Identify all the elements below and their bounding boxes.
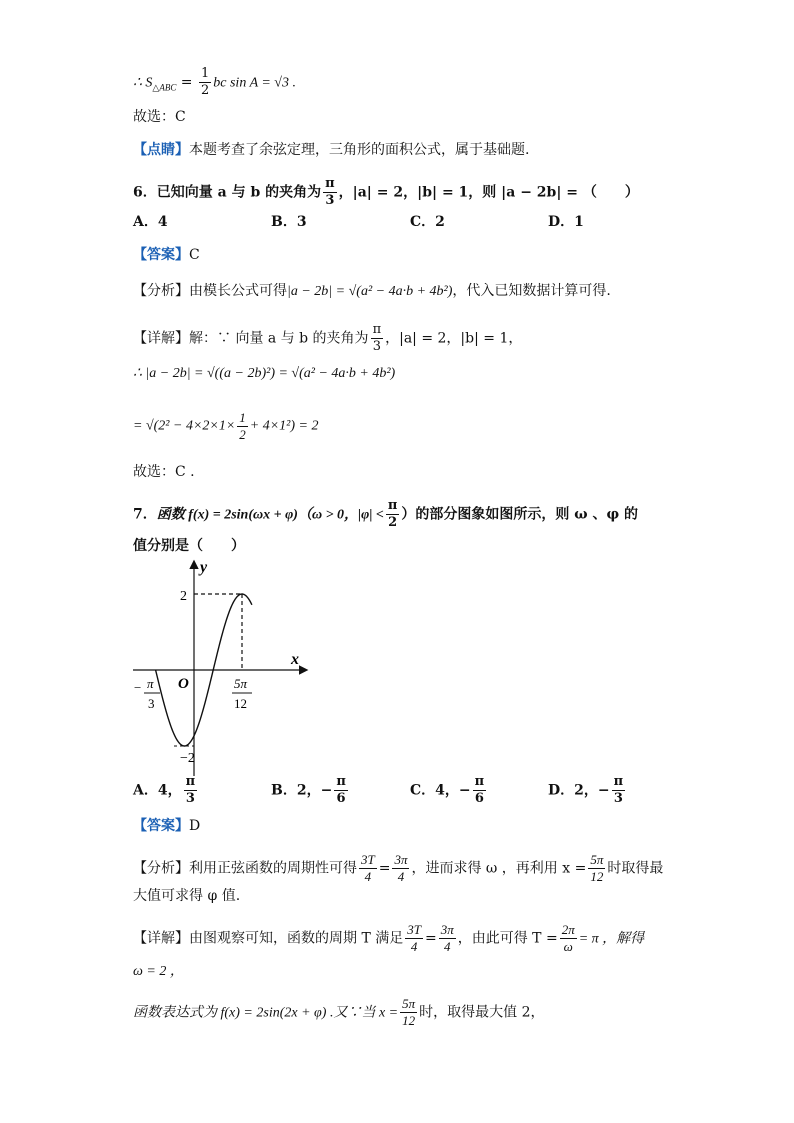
comment-line bbox=[133, 140, 529, 160]
sine-graph bbox=[128, 556, 318, 778]
q7-detail-text-a: 由图观察可知，函数的周期 T 满足 bbox=[189, 930, 404, 947]
x-right-den: 12 bbox=[234, 696, 247, 711]
question-7-text-a: 函数 f(x) = 2sin(ωx + φ)（ω > 0，|φ| < bbox=[156, 507, 384, 523]
q6-detail-line bbox=[133, 322, 522, 355]
question-6-number: 6． bbox=[133, 184, 157, 201]
x-axis-label: x bbox=[291, 651, 299, 668]
q7-option-b: B．2，− $\frac{\pi}{6}$ bbox=[271, 774, 346, 806]
q7-analysis-text-b: ，进而求得 ω ，再利用 x = bbox=[411, 860, 587, 877]
q6-detail-fraction: $\frac{\pi}{3}$ bbox=[372, 322, 382, 354]
q7-detail-text-c: = π ，解得 bbox=[578, 931, 645, 947]
question-6-text-b: ，|a| = 2，|b| = 1，则 |a − 2b| = （ ） bbox=[338, 184, 639, 201]
half-fraction: $\frac{1}{2}$ bbox=[200, 66, 210, 98]
q7-analysis-tag: 【分析】 bbox=[133, 860, 189, 877]
q6-option-d: D．1 bbox=[548, 214, 584, 230]
y-max-label: 2 bbox=[180, 589, 187, 604]
question-7 bbox=[133, 498, 638, 531]
area-formula-line bbox=[133, 66, 296, 99]
q7-option-c: C．4，− $\frac{\pi}{6}$ bbox=[410, 774, 485, 806]
y-min-label: −2 bbox=[180, 751, 195, 766]
comment-text: 本题考查了余弦定理，三角形的面积公式，属于基础题. bbox=[189, 142, 530, 158]
q6-analysis-text-a: 由模长公式可得 bbox=[189, 283, 287, 299]
question-6 bbox=[133, 176, 639, 209]
q7-analysis-line: 【分析】利用正弦函数的周期性可得 $\frac{3T}{4}$ = $\frac{3\pi}{4}$ ，进而求得 ω ，再利用 x = $\frac{5\pi}{12}$ 时取得最 bbox=[133, 852, 664, 884]
q6-answer-tag: 【答案】 bbox=[133, 247, 189, 263]
q7-answer-tag: 【答案】 bbox=[133, 818, 189, 834]
q7-answer-line bbox=[133, 816, 200, 836]
q7-detail-tag: 【详解】 bbox=[133, 930, 189, 947]
area-eq: = bbox=[176, 74, 197, 91]
q6-answer-value: C bbox=[189, 247, 200, 263]
question-7-text-b: ）的部分图象如图所示，则 ω 、φ 的 bbox=[401, 506, 639, 523]
q7-detail-line: 【详解】由图观察可知，函数的周期 T 满足 $\frac{3T}{4}$ = $\frac{3\pi}{4}$ ，由此可得 T = $\frac{2\pi}{\omega}$ = π ，解得 bbox=[133, 922, 645, 954]
q6-analysis-tag: 【分析】 bbox=[133, 283, 189, 299]
question-6-angle-fraction: $\frac{\pi}{3}$ bbox=[325, 176, 335, 208]
q6-option-c: C．2 bbox=[410, 214, 445, 230]
q6-step-1: ∴ |a − 2b| = √((a − 2b)²) = √(a² − 4a·b + 4b²) bbox=[133, 366, 396, 381]
q6-detail-text-a: 解：∵ 向量 a 与 b 的夹角为 bbox=[189, 330, 369, 347]
q7-option-d: D．2，− $\frac{\pi}{3}$ bbox=[548, 774, 624, 806]
q7-step-1: ω = 2 ， bbox=[133, 964, 184, 979]
question-7-fraction: $\frac{\pi}{2}$ bbox=[387, 498, 398, 530]
q6-step-2-post: + 4×1²) = 2 bbox=[249, 418, 319, 434]
q7-detail-eq: = bbox=[424, 930, 437, 947]
q6-analysis-text-b: ，代入已知数据计算可得. bbox=[452, 283, 611, 299]
q6-step-2-fraction: $\frac{1}{2}$ bbox=[239, 410, 246, 442]
q7-answer-value: D bbox=[189, 818, 201, 834]
q7-analysis-text-c: 时取得最 bbox=[607, 860, 664, 877]
origin-label: O bbox=[178, 676, 189, 692]
q7-detail-text-b: ，由此可得 T = bbox=[457, 930, 558, 947]
q7-step-2: 函数表达式为 f(x) = 2sin(2x + φ) .又∵当 x = $\frac{5\pi}{12}$ 时，取得最大值 2， bbox=[133, 996, 545, 1028]
q6-step-2-pre: = √(2² − 4×2×1× bbox=[133, 418, 236, 434]
choice-line-5: 故选：C bbox=[133, 109, 186, 125]
x-left-num: π bbox=[147, 676, 154, 691]
comment-tag: 【点睛】 bbox=[133, 142, 189, 158]
q6-option-b: B．3 bbox=[271, 214, 307, 230]
x-left-sign: − bbox=[134, 680, 142, 695]
x-right-num: 5π bbox=[234, 676, 248, 691]
area-postfix: bc sin A = √3 . bbox=[213, 75, 296, 91]
q7-analysis-text-a: 利用正弦函数的周期性可得 bbox=[189, 860, 357, 877]
q6-option-a: A．4 bbox=[133, 214, 168, 230]
question-7-number: 7． bbox=[133, 506, 157, 523]
q7-analysis-eq: = bbox=[378, 860, 391, 877]
q6-answer-line bbox=[133, 245, 200, 265]
y-axis-label: y bbox=[200, 559, 208, 576]
q6-analysis-line bbox=[133, 281, 611, 302]
x-left-den: 3 bbox=[148, 696, 155, 711]
question-7-line-2: 值分别是（ ） bbox=[133, 538, 245, 554]
q7-step-2-text-a: 函数表达式为 f(x) = 2sin(2x + φ) .又∵当 x = bbox=[133, 1005, 399, 1021]
q6-choose-line: 故选：C . bbox=[133, 464, 195, 480]
q7-option-a: A．4， $\frac{\pi}{3}$ bbox=[133, 774, 196, 806]
q6-detail-tag: 【详解】 bbox=[133, 330, 189, 347]
q6-analysis-formula: |a − 2b| = √(a² − 4a·b + 4b²) bbox=[287, 284, 453, 299]
q6-detail-text-b: ，|a| = 2，|b| = 1， bbox=[385, 330, 523, 347]
area-subscript: △ABC bbox=[152, 82, 177, 93]
q7-step-2-text-b: 时，取得最大值 2， bbox=[419, 1004, 545, 1021]
q6-step-2 bbox=[133, 410, 318, 443]
area-prefix: ∴ S bbox=[133, 75, 153, 91]
q7-analysis-line-2: 大值可求得 φ 值. bbox=[133, 888, 241, 904]
question-6-text-a: 已知向量 a 与 b 的夹角为 bbox=[156, 184, 322, 201]
